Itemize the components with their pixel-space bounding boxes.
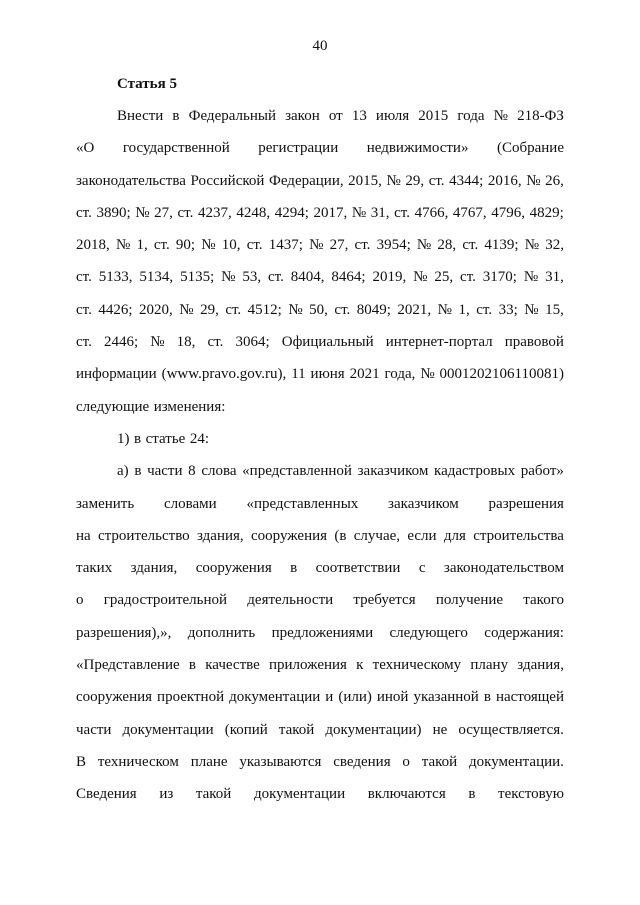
word: ст. xyxy=(394,204,410,221)
word: 4512; xyxy=(247,301,282,318)
word: техническом xyxy=(97,753,179,770)
word: ст. xyxy=(354,237,371,254)
text-line xyxy=(76,752,564,784)
word: (копий xyxy=(224,721,268,738)
word: года xyxy=(457,108,485,124)
word: работ» xyxy=(520,463,564,480)
word: июля xyxy=(375,108,410,124)
text-line xyxy=(76,364,564,396)
word: в xyxy=(483,689,491,706)
word: ст. xyxy=(476,301,493,318)
text-line xyxy=(76,138,564,170)
word: 11 xyxy=(291,366,306,383)
word: 2019, xyxy=(372,269,407,286)
word: а) xyxy=(117,463,129,480)
word: слова xyxy=(201,463,237,480)
word: 4426; xyxy=(98,301,133,318)
word: качестве xyxy=(205,657,260,674)
word: правовой xyxy=(504,334,564,351)
word: ст. xyxy=(460,269,476,286)
text-line xyxy=(76,332,564,364)
word: 2020, xyxy=(139,301,173,318)
word: ст. xyxy=(76,269,92,286)
word: № xyxy=(523,269,539,286)
word: 13 xyxy=(351,108,367,124)
word: Сведения xyxy=(76,786,137,803)
word: 2446; xyxy=(103,334,139,351)
word: 8404, xyxy=(290,269,325,286)
word: включаются xyxy=(367,786,446,803)
word: ст. xyxy=(225,301,242,318)
word: документации xyxy=(229,689,321,706)
word: требуется xyxy=(353,592,416,609)
word: ст. xyxy=(177,204,194,221)
word: 5134, xyxy=(139,269,174,286)
word: № xyxy=(309,237,324,254)
word: 0001202106110081) xyxy=(439,366,564,383)
word: № xyxy=(201,237,216,254)
word: № xyxy=(288,301,303,318)
word: предложениями xyxy=(271,624,374,641)
word: 4344; xyxy=(449,172,484,189)
text-line xyxy=(76,558,564,590)
word: такой xyxy=(195,786,232,803)
word: 1, xyxy=(458,301,470,318)
word: «О xyxy=(76,140,95,157)
word: 4139; xyxy=(484,237,519,254)
word: если xyxy=(407,527,437,544)
word: 31, xyxy=(370,204,390,221)
word: 2021 xyxy=(349,366,380,383)
word: 50, xyxy=(309,301,328,318)
word: Внести xyxy=(117,108,164,124)
word: разрешения),», xyxy=(76,624,172,641)
word: № xyxy=(413,269,428,286)
word: законодательства xyxy=(76,172,186,189)
word: получение xyxy=(435,592,504,609)
word: ст. xyxy=(268,269,284,286)
word: на xyxy=(76,527,91,544)
word: осуществляется. xyxy=(458,721,564,738)
word: «Представление xyxy=(76,657,180,674)
word: такой xyxy=(421,753,458,770)
word: 27, xyxy=(329,237,349,254)
word: ст. xyxy=(246,237,263,254)
word: 32, xyxy=(545,237,564,254)
word: 25, xyxy=(434,269,454,286)
word: интернет-портал xyxy=(385,334,493,351)
word: документации xyxy=(253,786,346,803)
word: № xyxy=(115,237,131,254)
word: 53, xyxy=(242,269,262,286)
word: (Собрание xyxy=(496,140,564,157)
word: № xyxy=(526,172,541,189)
text-line xyxy=(76,203,564,235)
word: 24: xyxy=(189,430,209,447)
word: регистрации xyxy=(258,140,339,157)
text-line xyxy=(76,397,564,429)
word: 1437; xyxy=(268,237,303,254)
word: плане xyxy=(190,753,228,770)
word: (в xyxy=(334,527,347,544)
word: 15, xyxy=(545,301,564,318)
text-line xyxy=(76,429,564,461)
text-line xyxy=(76,267,564,299)
text-line xyxy=(76,461,564,493)
word: 5135; xyxy=(180,269,215,286)
document-body xyxy=(76,106,564,817)
word: содержания: xyxy=(484,624,564,641)
word: иной xyxy=(376,689,409,706)
word: 3954; xyxy=(376,237,411,254)
word: техническому xyxy=(372,657,462,674)
word: Российской xyxy=(190,172,265,189)
word: в xyxy=(290,560,298,577)
word: 4248, xyxy=(236,204,271,221)
word: соответствии xyxy=(315,560,401,577)
word: 3064; xyxy=(235,334,270,351)
word: 4767, xyxy=(452,204,487,221)
word: № xyxy=(150,334,165,351)
word: следующего xyxy=(389,624,468,641)
word: № xyxy=(524,301,539,318)
text-line xyxy=(76,526,564,558)
word: № xyxy=(493,108,508,124)
word: дополнить xyxy=(187,624,256,641)
word: заказчиком xyxy=(357,463,429,480)
word: ст. xyxy=(334,301,351,318)
word: указанной xyxy=(413,689,479,706)
word: ст. xyxy=(207,334,224,351)
word: настоящей xyxy=(495,689,564,706)
word: плану xyxy=(470,657,509,674)
word: сооружения xyxy=(195,560,272,577)
word: документации. xyxy=(469,753,564,770)
word: государственной xyxy=(122,140,230,157)
word: ст. xyxy=(76,301,92,318)
word: 8049; xyxy=(356,301,391,318)
word: части xyxy=(76,721,112,738)
word: документации xyxy=(122,721,214,738)
word: изменения: xyxy=(153,398,226,415)
word: 4796, xyxy=(491,204,526,221)
word: 2015 xyxy=(418,108,449,124)
word: «представленной xyxy=(242,463,352,480)
word: заменить xyxy=(76,495,135,512)
word: 1) xyxy=(117,430,130,447)
word: не xyxy=(432,721,448,738)
word: случае, xyxy=(353,527,401,544)
word: 4294; xyxy=(274,204,309,221)
word: недвижимости» xyxy=(366,140,469,157)
word: № xyxy=(179,301,194,318)
word: 8464; xyxy=(331,269,366,286)
word: деятельности xyxy=(247,592,334,609)
word: о xyxy=(76,592,84,609)
text-line xyxy=(76,687,564,719)
text-line xyxy=(76,623,564,655)
word: законодательством xyxy=(443,560,564,577)
word: здания, xyxy=(130,560,178,577)
word: 3170; xyxy=(482,269,517,286)
word: такой xyxy=(278,721,315,738)
word: в xyxy=(134,430,142,447)
word: с xyxy=(418,560,426,577)
word: (или) xyxy=(338,689,372,706)
word: № xyxy=(524,237,540,254)
word: 2021, xyxy=(397,301,432,318)
word: здания, xyxy=(197,527,244,544)
word: строительство xyxy=(98,527,190,544)
word: сооружения xyxy=(76,689,153,706)
word: из xyxy=(159,786,174,803)
word: закон xyxy=(285,108,320,124)
word: июня xyxy=(310,366,345,383)
word: 2018, xyxy=(76,237,110,254)
text-line xyxy=(76,720,564,752)
word: к xyxy=(356,657,364,674)
word: от xyxy=(328,108,343,124)
word: ст. xyxy=(153,237,170,254)
word: 4829; xyxy=(529,204,564,221)
word: и xyxy=(325,689,334,706)
word: сооружения xyxy=(250,527,328,544)
word: 4766, xyxy=(414,204,449,221)
word: в xyxy=(134,463,142,480)
text-line xyxy=(76,784,564,816)
word: в xyxy=(188,657,197,674)
word: информации xyxy=(76,366,157,383)
word: ст. xyxy=(428,172,445,189)
word: заказчиком xyxy=(388,495,459,512)
word: 2017, xyxy=(313,204,348,221)
word: проектной xyxy=(157,689,225,706)
word: 33; xyxy=(498,301,518,318)
word: Федеральный xyxy=(188,108,276,124)
word: кадастровых xyxy=(434,463,516,480)
text-line xyxy=(76,590,564,622)
word: строительства xyxy=(473,527,564,544)
text-line xyxy=(76,655,564,687)
word: Федерации, xyxy=(269,172,344,189)
word: словами xyxy=(163,495,217,512)
word: части xyxy=(147,463,183,480)
word: 8 xyxy=(188,463,196,480)
word: указываются xyxy=(239,753,322,770)
word: № xyxy=(351,204,367,221)
word: статье xyxy=(145,430,186,447)
word: 2015, xyxy=(348,172,382,189)
page-number: 40 xyxy=(312,38,328,54)
word: № xyxy=(221,269,236,286)
word: в xyxy=(172,108,180,124)
word: ст. xyxy=(462,237,479,254)
word: 18, xyxy=(176,334,196,351)
word: таких xyxy=(76,560,113,577)
text-line xyxy=(76,235,564,267)
word: 27, xyxy=(154,204,173,221)
word: 3890; xyxy=(96,204,131,221)
word: 90; xyxy=(175,237,196,254)
article-title: Статья 5 xyxy=(117,76,177,92)
word: ст. xyxy=(76,204,92,221)
word: градостроительной xyxy=(103,592,228,609)
text-line xyxy=(76,106,564,138)
word: № xyxy=(416,237,432,254)
word: 4237, xyxy=(197,204,232,221)
word: 5133, xyxy=(98,269,133,286)
word: 2016, xyxy=(487,172,522,189)
word: текстовую xyxy=(498,786,564,803)
word: (www.pravo.gov.ru), xyxy=(161,366,287,383)
word: Официальный xyxy=(281,334,374,351)
word: сведения xyxy=(333,753,391,770)
word: ст. xyxy=(76,334,92,351)
word: № xyxy=(386,172,401,189)
word: 218-ФЗ xyxy=(517,108,564,124)
word: 10, xyxy=(221,237,241,254)
word: № xyxy=(420,366,435,383)
word: 1, xyxy=(136,237,148,254)
word: 29, xyxy=(200,301,219,318)
word: в xyxy=(468,786,476,803)
word: 31, xyxy=(545,269,564,286)
word: здания, xyxy=(517,657,564,674)
word: В xyxy=(76,753,87,770)
text-line xyxy=(76,494,564,526)
word: приложения xyxy=(268,657,347,674)
word: 29, xyxy=(405,172,425,189)
word: разрешения xyxy=(488,495,564,512)
word: № xyxy=(437,301,452,318)
word: такого xyxy=(523,592,564,609)
word: 28, xyxy=(437,237,457,254)
word: 26, xyxy=(545,172,564,189)
word: документации) xyxy=(325,721,422,738)
word: следующие xyxy=(76,398,150,415)
word: для xyxy=(443,527,466,544)
word: № xyxy=(135,204,150,221)
word: о xyxy=(402,753,410,770)
word: года, xyxy=(384,366,416,383)
text-line xyxy=(76,171,564,203)
word: «представленных xyxy=(246,495,359,512)
text-line xyxy=(76,300,564,332)
